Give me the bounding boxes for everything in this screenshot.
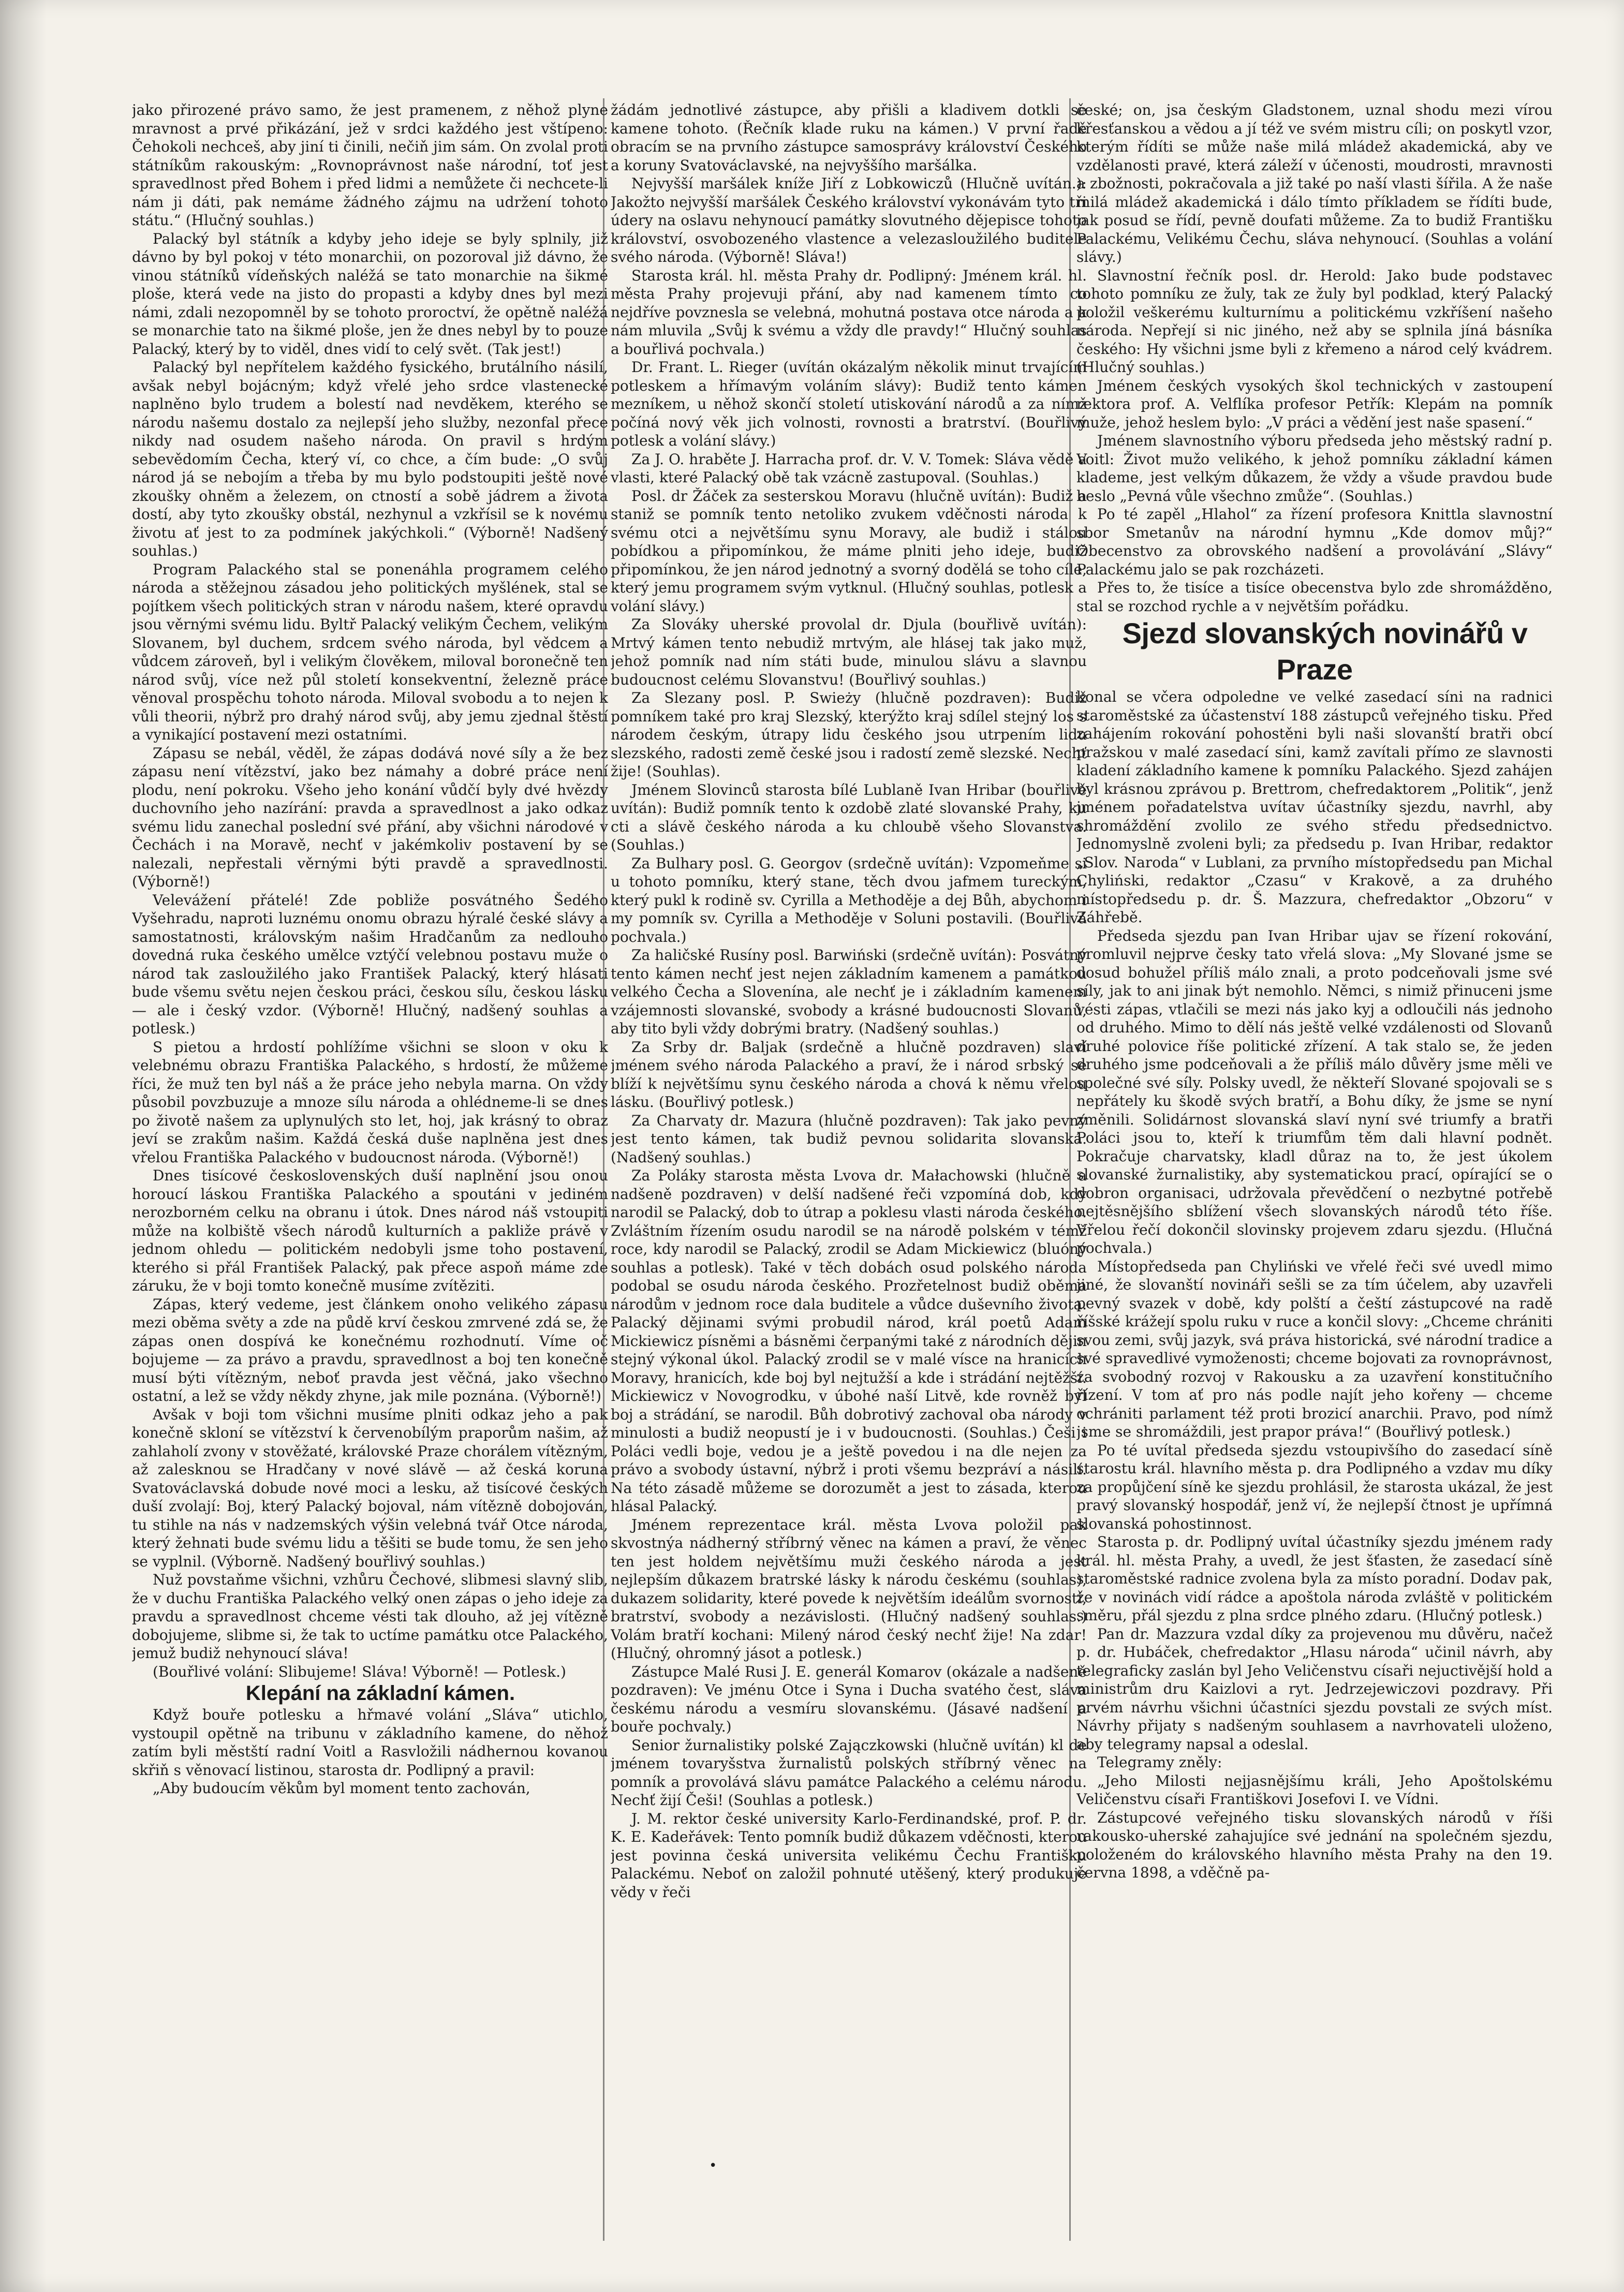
paragraph: Nejvyšší maršálek kníže Jiří z Lobkowiczů (Hlučně uvítán.): Jakožto nejvyšší maršálek Českého království vykonávám tyto tři údery na oslavu nehynoucí památky slovutného dějepisce tohoto království, osvobozeného vlastence a velezasloužilého buditele svého národa. (Výborně! Sláva!) (611, 175, 1087, 265)
paragraph: Starosta král. hl. města Prahy dr. Podlipný: Jménem král. hl. města Prahy projevuji přání, aby nad kamenem tímto co nejdříve povznesla se velebná, mohutná postava otce národa a k nám mluvila „Svůj k svému a vždy dle pravdy!“ Hlučný souhlas a bouřlivá pochvala.) (611, 267, 1087, 358)
paragraph: žádám jednotlivé zástupce, aby přišli a kladivem dotkli se kamene tohoto. (Řečník klade ruku na kámen.) V první řadě obracím se na prvního zástupce samosprávy království Českého a koruny Svatováclavské, na nejvyššího maršálka. (611, 101, 1087, 174)
paragraph: české; on, jsa českým Gladstonem, uznal shodu mezi vírou křesťanskou a vědou a jí též ve svém mistru cíli; on poskytl vzor, kterým řídíti se může naše milá mládež akademická, aby ve vzdělanosti pravé, která záleží v účenosti, moudrosti, mravnosti a zbožnosti, pokračovala a již také po naší vlasti šířila. A že naše milá mládež akademická i dálo tímto příkladem se řídíti bude, jak posud se řídí, pevně doufati můžeme. Za to budiž Františku Palackému, Velikému Čechu, sláva nehynoucí. (Souhlas a volání slávy.) (1076, 101, 1553, 265)
paragraph: (Bouřlivé volání: Slibujeme! Sláva! Výborně! — Potlesk.) (153, 1663, 566, 1680)
paragraph: Starosta p. dr. Podlipný uvítal účastníky sjezdu jménem rady král. hl. města Prahy, a uvedl, že jest šťasten, že zasedací síně staroměstské radnice zvolena byla za místo poradní. Dodav pak, že v novinách vidí rádce a apoštola národa zvláště v politickém směru, přál sjezdu z plna srdce plného zdaru. (Hlučný potlesk.) (1076, 1533, 1553, 1624)
section-heading: Klepání na základní kámen. (245, 1682, 515, 1705)
paragraph: Jménem českých vysokých škol technických v zastoupení rektora prof. A. Velflíka profesor Petřík: Klepám na pomník muže, jehož heslem bylo: „V práci a vědění jest naše spasení.“ (1076, 377, 1553, 431)
paragraph: Když bouře potlesku a hřmavé volání „Sláva“ utichlo, vystoupil opětně na tribunu v základního kamene, do něhož zatím byli městští radní Voitl a Rasvložili nádhernou kovanou skřiň s věnovací listinou, starosta dr. Podlipný a pravil: (132, 1706, 608, 1779)
paragraph: „Jeho Milosti nejjasnějšímu králi, Jeho Apoštolskému Veličenstvu císaři Františkovi Josefovi I. ve Vídni. (1076, 1772, 1553, 1808)
paragraph: Avšak v boji tom všichni musíme plniti odkaz jeho a pak konečně skloní se vítězství k červenobílým praporům našim, až zahlaholí zvony v stověžaté, královské Praze chorálem vítězným, až zalesknou se Hradčany v nové slávě — až česká koruna Svatováclavská dobude nové moci a lesku, až tisícové českých duší zvolají: Boj, který Palacký bojoval, nám vítězně dobojován, tu stihle na nás v nadzemských výšin velebná tvář Otce národa, který žehnati bude svému lidu a těšiti se bude tomu, že sen jeho se vyplnil. (Výborně. Nadšený bouřlivý souhlas.) (132, 1406, 608, 1570)
paragraph: Místopředseda pan Chyliński ve vřelé řeči své uvedl mimo jiné, že slovanští novináři sešli se za tím účelem, aby uzavřeli pevný svazek v době, kdy polští a čeští zástupcové na radě říšské krážejí spolu ruku v ruce a končil slovy: „Chceme chrániti svou zemi, svůj jazyk, svá práva historická, své národní tradice a své spravedlivé vymoženosti; chceme bojovati za rovnoprávnost, za svobodný rozvoj v Rakousku a za uzavření konstitučního řízení. V tom ať pro nás podle najít jeho kořeny — chceme ochrániti parlament též proti brozicí anarchii. Pravo, pod nímž jsme se shromáždili, jest prapor práva!“ (Bouřlivý potlesk.) (1076, 1258, 1553, 1440)
paragraph: Za Bulhary posl. G. Georgov (srdečně uvítán): Vzpomeňme si u tohoto pomníku, který stane, těch dvou jafmem tureckým, který pukl k rodině sv. Cyrilla a Methoděje a dej Bůh, abychom i my pomník sv. Cyrilla a Methoděje v Soluni postavili. (Bouřlivá pochvala.) (611, 854, 1087, 945)
paragraph: Po té zapěl „Hlahol“ za řízení profesora Knittla slavnostní sbor Smetanův na národní hymnu „Kde domov můj?“ Obecenstvo za obrovského nadšení a provolávání „Slávy“ Palackému jalo se pak rozcházeti. (1076, 506, 1553, 578)
paragraph: Po té uvítal předseda sjezdu vstoupivšího do zasedací síně starostu král. hlavního města p. dra Podlipného a vzdav mu díky za propůjčení síně ke sjezdu prohlásil, že starosta ukázal, že jest pravý slovanský hospodář, jenž ví, že nejlepší čtnost je upřímná slovanská pohostinnost. (1076, 1441, 1553, 1532)
paragraph: Senior žurnalistiky polské Zajączkowski (hlučně uvítán) kl de jménem tovaryšstva žurnalistů polských stříbrný věnec na pomník a provolává slávu památce Palackého a celému národu. Nechť žijí Češi! (Souhlas a potlesk.) (611, 1736, 1087, 1809)
paragraph: Velevážení přátelé! Zde pobliže posvátného Šedého Vyšehradu, naproti luznému onomu obrazu hýralé české slávy a samostatnosti, královským našim Hradčanům za nedlouho dovedná ruka českého umělce vztýčí velebnou postavu muže o národ tak zasloužilého jako František Palacký, který hlásati bude všemu světu nejen českou práci, českou sílu, českou lásku — ale i český vzdor. (Výborně! Hlučný, nadšený souhlas a potlesk.) (132, 891, 608, 1037)
paragraph: Za Srby dr. Baljak (srdečně a hlučně pozdraven) slaví jménem svého národa Palackého a praví, že i národ srbský se blíží k největšímu synu českého národa a chová k němu vřelou lásku. (Bouřlivý potlesk.) (611, 1038, 1087, 1111)
paragraph: Za Poláky starosta města Lvova dr. Małachowski (hlučně a nadšeně pozdraven) v delší nadšené řeči vzpomíná dob, kdy narodil se Palacký, dob to útrap a poklesu vlasti národa českého. Zvláštním řízením osudu narodil se na národě polském v témž roce, kdy narodil se Palacký, zrodil se Adam Mickiewicz (bluóný souhlas a potlesk). Také v těch dobách osud polského národa podobal se osudu národa českého. Prozřetelnost budiž oběma národům v jednom roce dala buditele a vůdce duševního života. Palacký dějinami svými probudil národ, král poetů Adam Mickiewicz písněmi a básněmi čerpanými také z národních dějin stejný výkonal úkol. Palacký zrodil se v malé vísce na hranicích Moravy, hranicích, kde boj byl nejtužší a kde i strádání nejtěžší. Mickiewicz v Novogrodku, v úbohé naší Litvě, kde rovněž byl boj a strádání, se narodil. Bůh dobrotivý zachoval oba národy v minulosti a budiž neopustí je i v budoucnosti. (Souhlas.) Češi i Poláci vedli boje, vedou je a ještě povedou i na dle nejen za právo a svobody ústavní, nýbrž i proti všemu bezpráví a násilí. Na této zásadě můžeme se dorozumět a jest to zásada, kterou hlásal Palacký. (611, 1167, 1087, 1515)
paragraph: Za haličské Rusíny posl. Barwiński (srdečně uvítán): Posvátný tento kámen nechť jest nejen základním kamenem a památkou velkého Čecha a Slovenína, ale nechť je i základním kamenem vzájemnosti slovanské, svobody a krásné budoucnosti Slovanů, aby tito byli vždy dobrými bratry. (Nadšený souhlas.) (611, 947, 1087, 1037)
paragraph: Předseda sjezdu pan Ivan Hribar ujav se řízení rokování, promluvil nejprve česky tato vřelá slova: „My Slované jsme se dosud bohužel příliš málo znali, a proto podceňovali jsme své síly, jak to ani jinak být nemohlo. Němci, s nimiž přinuceni jsme vésti zápas, vtlačili se mezi nás jako kyj a odloučili nás jednoho od druhého. Mimo to dělí nás ještě velké vzdálenosti od Slovanů druhé polovice říše politické zřízení. A tak stalo se, že jeden druhého jsme podceňovali a že příliš málo důvěry jsme měli ve společné své síly. Polsky uvedl, že někteří Slované spojovali se s nepřátely ku škodě svých bratří, a Bohu díky, že jsme se nyní změnili. Solidárnost slovanská slaví nyní své triumfy a bratři Poláci jsou to, kteří k triumfům těm dali hlavní podnět. Pokračuje charvatsky, kladl důraz na to, že jest úkolem slovanské žurnalistiky, aby systematickou prací, opírající se o dobron organisaci, udržovala převědčení o nezbytné potřebě nejtěsnějšího sblížení všech slovanských národů této říše. Vřelou řečí dokončil slovinsky projevem zdaru sjezdu. (Hlučná pochvala.) (1076, 927, 1553, 1256)
paragraph: J. M. rektor české university Karlo-Ferdinandské, prof. P. dr. K. E. Kadeřávek: Tento pomník budiž důkazem vděčnosti, kterou jest povinna česká universita velikému Čechu Františku Palackému. Neboť on založil pohnuté utěšený, který produkuje vědy v řeči (611, 1810, 1087, 1901)
paragraph: Jménem Slovinců starosta bílé Lublaně Ivan Hribar (bouřlivě uvítán): Budiž pomník tento k ozdobě zlaté slovanské Prahy, ku cti a slávě českého národa a ku chloubě všeho Slovanstva. (Souhlas.) (611, 781, 1087, 853)
paragraph: Dnes tisícové československých duší naplnění jsou onou horoucí láskou Františka Palackého a spoutáni v jediném nerozborném celku na obranu i útok. Dnes národ náš vstoupiti může na kolbiště všech národů kulturních a pakliže právě v jednom ohledu — politickém nedobyli jsme toho postavení, kterého si přál František Palacký, pak přece aspoň máme zde záruku, že v boji tomto konečně musíme zvítěziti. (132, 1167, 608, 1294)
column-3 (1076, 101, 1553, 2238)
paragraph: Telegramy zněly: (1097, 1754, 1222, 1771)
paragraph: Jménem reprezentace král. města Lvova položil pak skvostnýa nádherný stříbrný věnec na kámen a praví, že věnec ten jest holdem největšímu muži českého národa a jest nejlepším důkazem bratrské lásky k národu českému (souhlas), dukazem solidarity, které povede k největším ideálům svornosti, bratrství, svobody a nezávislosti. (Hlučný nadšený souhlas.) Volám bratří kochani: Milený národ český nechť žije! Na zdar! (Hlučný, ohromný jásot a potlesk.) (611, 1516, 1087, 1662)
paragraph: Pan dr. Mazzura vzdal díky za projevenou mu důvěru, načež p. dr. Hubáček, chefredaktor „Hlasu národa“ učinil návrh, aby telegraficky zaslán byl Jeho Veličenstvu císaři nejuctivější hold a ministrům dru Kaizlovi a ryt. Jedrzejewiczovi pozdravy. Při prvém návrhu všichni účastníci sjezdu povstali ze svých míst. Návrhy přijaty s nadšeným souhlasem a navrhovateli uloženo, aby telegramy napsal a odeslal. (1076, 1625, 1553, 1753)
paragraph: Za Slováky uherské provolal dr. Djula (bouřlivě uvítán): Mrtvý kámen tento nebudiž mrtvým, ale hlásej tak jako muž, jehož pomník nad ním státi bude, minulou slávu a slavnou budoucnost celému Slovanstvu! (Bouřlivý souhlas.) (611, 616, 1087, 688)
paragraph: Za J. O. hraběte J. Harracha prof. dr. V. V. Tomek: Sláva vědě a vlasti, které Palacký obě tak vzácně zastupoval. (Souhlas.) (611, 450, 1087, 486)
paragraph: Zápasu se nebál, věděl, že zápas dodává nové síly a že bez zápasu není vítězství, jako bez námahy a dobré práce není plodu, není pokroku. Všeho jeho konání vůdčí byly dvé hvězdy duchovního jeho nazírání: pravda a spravedlnost a jako odkaz svému lidu zanechal poslední své přání, aby všichni národové v Čechách i na Moravě, nechť v jakémkoliv postavení by se nalezali, nepřestali věrnými býti pravdě a spravedlnosti. (Výborně!) (132, 744, 608, 890)
paragraph: Zástupce Malé Rusi J. E. generál Komarov (okázale a nadšeně pozdraven): Ve jménu Otce i Syna i Ducha svatého čest, sláva českému národu a vesmíru slovanskému. (Jásavé nadšení a bouře pochvaly.) (611, 1663, 1087, 1735)
paragraph: Jménem slavnostního výboru předseda jeho městský radní p. Voitl: Život mužo velikého, k jehož pomníku základní kámen klademe, jest velkým důkazem, že vždy a všude pravdou bude heslo „Pevná vůle všechno zmůže“. (Souhlas.) (1076, 432, 1553, 505)
paragraph: Za Slezany posl. P. Swieży (hlučně pozdraven): Budiž pomníkem také pro kraj Slezský, kterýžto kraj sdílel stejný los s národem českým, útrapy lidu českého jsou utrpením lidu slezského, radosti země české jsou i radostí země slezské. Nechť žije! (Souhlas). (611, 689, 1087, 780)
column-2 (611, 101, 1087, 2238)
paragraph: „Aby budoucím věkům byl moment tento zachován, (153, 1780, 530, 1797)
paragraph: konal se včera odpoledne ve velké zasedací síni na radnici staroměstské za účastenství 188 zástupců veřejného tisku. Před zahájením rokování pohostěni byli naši slovanští bratři obcí pražskou v malé zasedací síni, kamž zavítali přímo ze slavnosti kladení základního kamene k pomníku Palackého. Sjezd zahájen byl krásnou zprávou p. Brettrom, chefredaktorem „Politik“, jenž jménem pořadatelstva uvítav účastníky sjezdu, navrhl, aby shromáždění zvolilo ze svého středu předsednictvo. Jednomyslně zvoleni byli; za předsedu p. Ivan Hribar, redaktor „Slov. Naroda“ v Lublani, za prvního místopředsedu pan Michal Chyliński, redaktor „Czasu“ v Krakově, a za druhého místopředsedu p. dr. Š. Mazzura, chefredaktor „Obzoru“ v Záhřebě. (1076, 688, 1553, 926)
print-mark: • (709, 2158, 717, 2173)
paragraph: Slavnostní řečník posl. dr. Herold: Jako bude podstavec tohoto pomníku ze žuly, tak ze žuly byl podklad, který Palacký položil veškerému kulturnímu a politickému vzkříšení našeho národa. Nepřejí si nic jiného, než aby se splnila jíná básníka českého: Hy všichni jsme byli z křemeno a národ celý kvádrem. (Hlučný souhlas.) (1076, 267, 1553, 376)
article-heading: Sjezd slovanských novinářů v Praze (1122, 617, 1528, 686)
paragraph: Přes to, že tisíce a tisíce obecenstva bylo zde shromážděno, stal se rozchod rychle a v největším pořádku. (1076, 579, 1553, 615)
paragraph: S pietou a hrdostí pohlížíme všichni se sloon v oku k velebnému obrazu Františka Palackého, s hrdostí, že můžeme říci, že muž ten byl náš a že práce jeho nebyla marna. On vždy působil povzbuzuje a mnoze sílu národa a ohlédneme-li se dnes po životě našem za uplynulých sto let, hoj, jak krásný to obraz jeví se zrakům našim. Každá česká duše naplněna jest dnes vřelou Františka Palackého v budoucnost národa. (Výborně!) (132, 1038, 608, 1166)
paragraph: Zástupcové veřejného tisku slovanských národů v říši rakousko-uherské zahajujíce své jednání na společném sjezdu, položeném do královského hlavního města Prahy na den 19. června 1898, a vděčně pa- (1076, 1809, 1553, 1881)
paragraph: Za Charvaty dr. Mazura (hlučně pozdraven): Tak jako pevný jest tento kámen, tak budiž pevnou solidarita slovanská. (Nadšený souhlas.) (611, 1112, 1087, 1166)
paragraph: Posl. dr Žáček za sesterskou Moravu (hlučně uvítán): Budiž a staniž se pomník tento netoliko zvukem vděčnosti národa k svému otci a největšímu synu Moravy, ale budiž i stálou pobídkou a připomínkou, že máme plniti jeho ideje, budiž připomínkou, že jen národ jednotný a svorný dodělá se toho cíle, který jemu programem svým vytknul. (Hlučný souhlas, potlesk a volání slávy.) (611, 487, 1087, 615)
column-1 (132, 101, 608, 2238)
paragraph: Palacký byl nepřítelem každého fysického, brutálního násilí, avšak nebyl bojácným; když vřelé jeho srdce vlastenecké naplněno bylo trudem a bolestí nad nevděkem, kterého se národu našemu dostalo za nejlepší jeho služby, nezonfal přece nikdy nad osudem našeho národa. On pravil s hrdým sebevědomím Čecha, který ví, co chce, a čím bude: „O svůj národ já se nebojím a třeba by mu bylo podstoupiti ještě nové zkoušky ohněm a železem, on ctností a sobě jádrem a života dostí, aby tyto zkoušky obstál, nezhynul a vzkřísil se k novému životu ať jest to za podmínek jakýchkoli.“ (Výborně! Nadšený souhlas.) (132, 359, 608, 559)
paragraph: Zápas, který vedeme, jest článkem onoho velikého zápasu mezi oběma světy a zde na půdě krví českou zmrvené zdá se, že zápas onen dospívá ke konečnému rozhodnutí. Víme oč bojujeme — za právo a pravdu, spravedlnost a boj ten konečně musí býti vítězným, neboť pravda jest věčná, jako všechno ostatní, a lež se vždy někdy zhyne, jak mile poznána. (Výborně!) (132, 1295, 608, 1404)
paragraph: Palacký byl státník a kdyby jeho ideje se byly splnily, již dávno by byl pokoj v této monarchii, on pozoroval již dávno, že vinou státníků vídeňských naléžá se tato monarchie na šikmé ploše, která vede na jisto do propasti a kdyby dnes byl mezi námi, zdali nezopomněl by se tohoto proroctví, že opětně naléžá se monarchie tato na šikmé ploše, jen že dnes nebyl by to pouze Palacký, který by to viděl, dnes vidí to celý svět. (Tak jest!) (132, 230, 608, 358)
paragraph: jako přirozené právo samo, že jest pramenem, z něhož plyne mravnost a prvé přikázání, jež v srdci každého jest vštípeno: Čehokoli nechceš, aby jiní ti činili, nečiň jim sám. On zvolal proti státníkům rakouským: „Rovnoprávnost naše národní, toť jest spravedlnost před Bohem i před lidmi a nemůžete či nechcete-li nám ji dáti, pak nemáme žádného zájmu na udržení tohoto státu.“ (Hlučný souhlas.) (132, 101, 608, 229)
paragraph: Program Palackého stal se ponenáhla programem celého národa a stěžejnou zásadou jeho politických myšlének, stal se pojítkem všech politických stran v národu našem, které opravdu jsou věrnými svému lidu. Byltř Palacký velikým Čechem, velikým Slovanem, byl duchem, srdcem svého národa, byl vědcem a vůdcem zároveň, byl i velikým člověkem, miloval boronečně ten národ svůj, více než půl století konsekventní, železně práce věnoval prospěchu tohoto národa. Miloval svobodu a to nejen k vůli theorii, nýbrž pro drahý národ svůj, aby jemu zjednal štěstí a vynikající postavení mezi ostatními. (132, 560, 608, 743)
paragraph: Dr. Frant. L. Rieger (uvítán okázalým několik minut trvajícím potleskem a hřímavým voláním slávy): Budiž tento kámen mezníkem, u něhož skončí století utiskování národů a za nímž počíná nový věk jich volnosti, rovnosti a bratrství. (Bouřlivý potlesk a volání slávy.) (611, 359, 1087, 449)
binding-shadow (0, 0, 47, 2292)
paragraph: Nuž povstaňme všichni, vzhůru Čechové, slibmesi slavný slib, že v duchu Františka Palackého velký onen zápas o jeho ideje za pravdu a spravedlnost chceme vésti tak dlouho, až jej vítězně dobojujeme, slibme si, že tak to uctíme památku otce Palackého, jemuž budiž nehynoucí sláva! (132, 1571, 608, 1662)
